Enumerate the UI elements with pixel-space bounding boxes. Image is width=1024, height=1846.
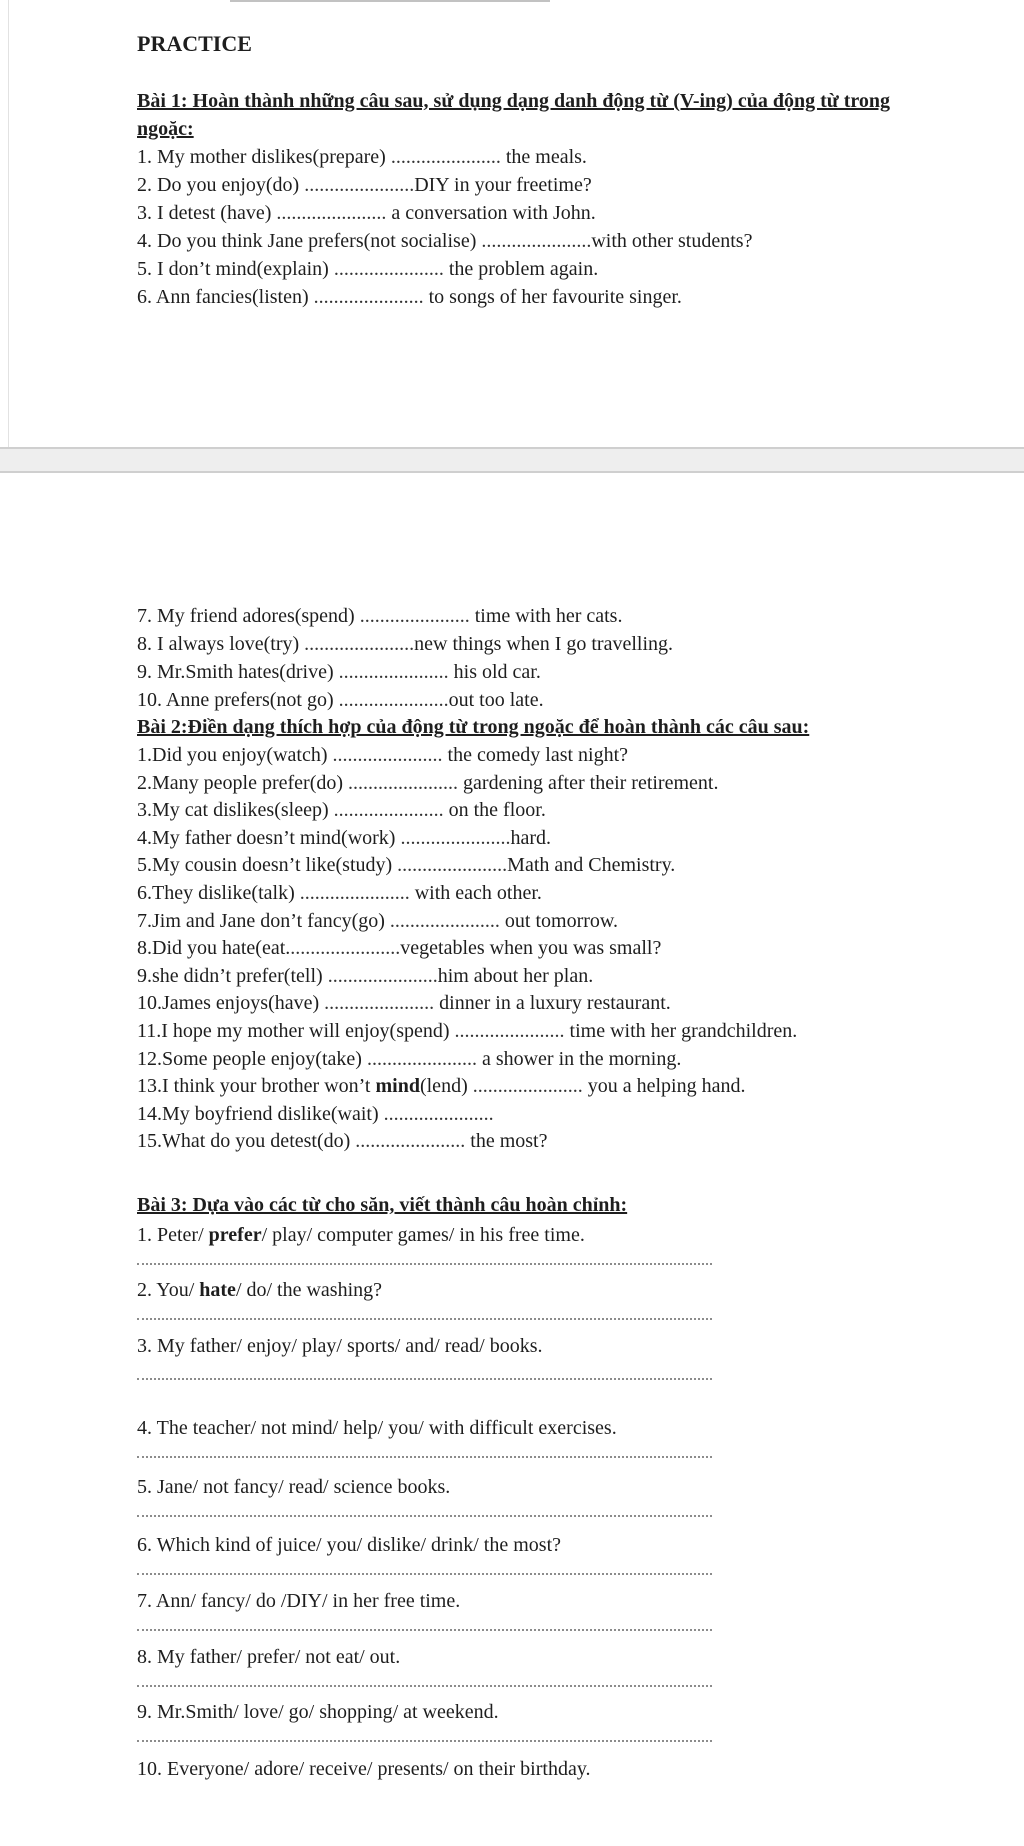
item-prompt: 10. Anne prefers(not go) — [137, 689, 339, 711]
item-prompt: 1. My mother dislikes(prepare) — [137, 146, 391, 168]
item-prompt: 14.My boyfriend dislike(wait) — [137, 1102, 384, 1125]
exercise-item — [137, 145, 587, 169]
fill-in-blank[interactable]: ...................... — [276, 202, 387, 224]
item-keyword: mind — [375, 1075, 420, 1098]
item-rest: his old car. — [448, 661, 541, 683]
fill-in-blank[interactable]: ...................... — [481, 230, 592, 252]
fill-in-blank[interactable]: ...................... — [324, 992, 435, 1015]
item-rest: out too late. — [448, 689, 544, 711]
item-rest: to songs of her favourite singer. — [423, 286, 682, 308]
exercise-item — [137, 964, 593, 988]
item-prompt: 6. Ann fancies(listen) — [137, 286, 314, 308]
item-rest: DIY in your freetime? — [414, 174, 592, 196]
item-rest: time with her cats. — [469, 605, 623, 627]
prompt-part: 10. Everyone/ adore/ receive/ presents/ on their birthday. — [137, 1758, 591, 1780]
exercise-item — [137, 257, 598, 281]
prompt-part: 6. Which kind of juice/ you/ dislike/ drink/ the most? — [137, 1534, 562, 1556]
prompt-part-cont: / do/ the washing? — [235, 1279, 383, 1301]
exercise-item — [137, 826, 551, 850]
exercise-item — [137, 1102, 494, 1126]
fill-in-blank[interactable]: ...................... — [332, 744, 443, 766]
sentence-prompt — [137, 1645, 400, 1669]
item-prompt: 7. My friend adores(spend) — [137, 605, 360, 627]
item-rest: dinner in a luxury restaurant. — [434, 992, 671, 1015]
exercise-3-heading: Bài 3: Dựa vào các từ cho săn, viết thành câu hoàn chỉnh: — [137, 1194, 628, 1216]
exercise-item — [137, 632, 673, 656]
item-prompt: 3.My cat dislikes(sleep) — [137, 799, 334, 822]
fill-in-blank[interactable]: ...................... — [290, 937, 401, 960]
fill-in-blank[interactable]: ...................... — [400, 826, 511, 849]
exercise-item — [137, 229, 752, 253]
item-prompt: 6.They dislike(talk) — [137, 882, 300, 904]
item-prompt: 15.What do you detest(do) — [137, 1130, 356, 1153]
fill-in-blank[interactable]: ...................... — [333, 799, 444, 822]
item-rest: the comedy last night? — [442, 744, 629, 766]
item-prompt: 1.Did you enjoy(watch) — [137, 744, 333, 766]
item-rest: hard. — [510, 826, 552, 849]
item-rest: gardening after their retirement. — [458, 771, 719, 794]
item-prompt: 4. Do you think Jane prefers(not socialise) — [137, 230, 482, 252]
prompt-part: 5. Jane/ not fancy/ read/ science books. — [137, 1476, 451, 1498]
item-rest: you a helping hand. — [582, 1075, 746, 1098]
exercise-item — [137, 881, 542, 905]
sentence-prompt — [137, 1475, 450, 1499]
item-prompt: 5.My cousin doesn’t like(study) — [137, 854, 398, 877]
sentence-prompt — [137, 1700, 499, 1724]
item-rest: with other students? — [591, 230, 753, 252]
answer-line[interactable] — [137, 1318, 712, 1320]
exercise-item — [137, 285, 682, 309]
item-prompt: 5. I don’t mind(explain) — [137, 258, 334, 280]
item-prompt: 8.Did you hate(eat. — [137, 937, 291, 960]
fill-in-blank[interactable]: ...................... — [299, 882, 410, 904]
item-rest: new things when I go travelling. — [414, 633, 674, 655]
fill-in-blank[interactable]: ...................... — [397, 854, 508, 877]
sentence-prompt — [137, 1334, 542, 1358]
previous-page-edge — [230, 0, 550, 5]
item-rest: a conversation with John. — [386, 202, 596, 224]
item-rest: the problem again. — [443, 258, 599, 280]
sentence-prompt — [137, 1757, 591, 1781]
item-rest: on the floor. — [443, 799, 546, 822]
exercise-item — [137, 771, 718, 795]
answer-line[interactable] — [137, 1740, 712, 1742]
exercise-item — [137, 991, 671, 1015]
sentence-prompt — [137, 1223, 585, 1247]
sentence-prompt — [137, 1533, 561, 1557]
item-rest: him about her plan. — [437, 964, 594, 987]
prompt-part: 2. You/ — [137, 1279, 200, 1301]
item-prompt: 11.I hope my mother will enjoy(spend) — [137, 1020, 455, 1042]
prompt-part-cont: / play/ computer games/ in his free time. — [261, 1224, 585, 1246]
item-prompt-cont: (lend) — [419, 1075, 473, 1098]
prompt-part: 7. Ann/ fancy/ do /DIY/ in her free time. — [137, 1590, 461, 1612]
sentence-prompt — [137, 1278, 382, 1302]
answer-line[interactable] — [137, 1573, 712, 1575]
exercise-item — [137, 201, 596, 225]
item-prompt: 9. Mr.Smith hates(drive) — [137, 661, 339, 683]
exercise-item — [137, 853, 675, 877]
fill-in-blank[interactable]: ...................... — [454, 1020, 565, 1042]
sentence-prompt — [137, 1589, 460, 1613]
fill-in-blank[interactable]: ...................... — [304, 174, 415, 196]
sentence-prompt — [137, 1416, 617, 1440]
exercise-item — [137, 1019, 797, 1043]
item-rest: the meals. — [500, 146, 587, 168]
page-title: PRACTICE — [137, 31, 252, 56]
item-rest: Math and Chemistry. — [507, 854, 676, 877]
exercise-item — [137, 660, 541, 684]
exercise-item — [137, 1047, 681, 1071]
fill-in-blank[interactable]: ...................... — [389, 909, 500, 932]
answer-line[interactable] — [137, 1456, 712, 1458]
answer-line[interactable] — [137, 1378, 712, 1380]
fill-in-blank[interactable]: ...................... — [355, 1130, 466, 1153]
exercise-item — [137, 798, 546, 822]
item-prompt: 2. Do you enjoy(do) — [137, 174, 305, 196]
item-prompt: 13.I think your brother won’t — [137, 1075, 376, 1098]
fill-in-blank[interactable]: ...................... — [338, 661, 449, 683]
item-rest: time with her grandchildren. — [564, 1020, 798, 1042]
exercise-item — [137, 936, 661, 960]
answer-line[interactable] — [137, 1629, 712, 1631]
exercise-1-heading: Bài 1: Hoàn thành những câu sau, sử dụng dạng danh động từ (V-ing) của động từ trong — [137, 90, 891, 112]
fill-in-blank[interactable]: ...................... — [472, 1075, 583, 1098]
item-prompt: 2.Many people prefer(do) — [137, 771, 349, 794]
fill-in-blank[interactable]: ...................... — [338, 689, 449, 711]
fill-in-blank[interactable]: ...................... — [333, 258, 444, 280]
item-prompt: 3. I detest (have) — [137, 202, 277, 224]
prompt-keyword: hate — [199, 1279, 236, 1301]
prompt-part: 8. My father/ prefer/ not eat/ out. — [137, 1646, 401, 1668]
fill-in-blank[interactable]: ...................... — [313, 286, 424, 308]
exercise-item — [137, 604, 622, 628]
fill-in-blank[interactable]: ...................... — [366, 1047, 477, 1070]
exercise-2-heading: Bài 2:Điền dạng thích hợp của động từ trong ngoặc để hoàn thành các câu sau: — [137, 716, 810, 738]
fill-in-blank[interactable]: ...................... — [304, 633, 415, 655]
exercise-item — [137, 1074, 745, 1098]
answer-line[interactable] — [137, 1515, 712, 1517]
prompt-keyword: prefer — [208, 1224, 262, 1246]
exercise-item — [137, 173, 592, 197]
page-border — [0, 0, 9, 447]
item-rest: out tomorrow. — [499, 909, 619, 932]
exercise-item — [137, 1129, 548, 1153]
exercise-item — [137, 688, 544, 712]
exercise-1-heading-cont: ngoặc: — [137, 118, 194, 140]
item-prompt: 7.Jim and Jane don’t fancy(go) — [137, 909, 390, 932]
exercise-item — [137, 909, 618, 933]
prompt-part: 4. The teacher/ not mind/ help/ you/ with difficult exercises. — [137, 1417, 617, 1439]
answer-line[interactable] — [137, 1263, 712, 1265]
item-prompt: 8. I always love(try) — [137, 633, 305, 655]
fill-in-blank[interactable]: ...................... — [348, 771, 459, 794]
exercise-item — [137, 743, 628, 767]
prompt-part: 1. Peter/ — [137, 1224, 209, 1246]
prompt-part: 9. Mr.Smith/ love/ go/ shopping/ at weekend. — [137, 1701, 499, 1723]
screenshot-gap — [0, 447, 1024, 473]
item-rest: the most? — [465, 1130, 548, 1153]
fill-in-blank[interactable]: ...................... — [390, 146, 501, 168]
fill-in-blank[interactable]: ...................... — [359, 605, 470, 627]
item-rest: with each other. — [409, 882, 542, 904]
fill-in-blank[interactable]: ...................... — [327, 964, 438, 987]
item-prompt: 4.My father doesn’t mind(work) — [137, 826, 401, 849]
item-rest: a shower in the morning. — [476, 1047, 682, 1070]
item-rest: vegetables when you was small? — [400, 937, 662, 960]
item-prompt: 12.Some people enjoy(take) — [137, 1047, 367, 1070]
answer-line[interactable] — [137, 1685, 712, 1687]
item-prompt: 10.James enjoys(have) — [137, 992, 325, 1015]
prompt-part: 3. My father/ enjoy/ play/ sports/ and/ read/ books. — [137, 1335, 543, 1357]
item-prompt: 9.she didn’t prefer(tell) — [137, 964, 328, 987]
fill-in-blank[interactable]: ...................... — [383, 1102, 494, 1125]
